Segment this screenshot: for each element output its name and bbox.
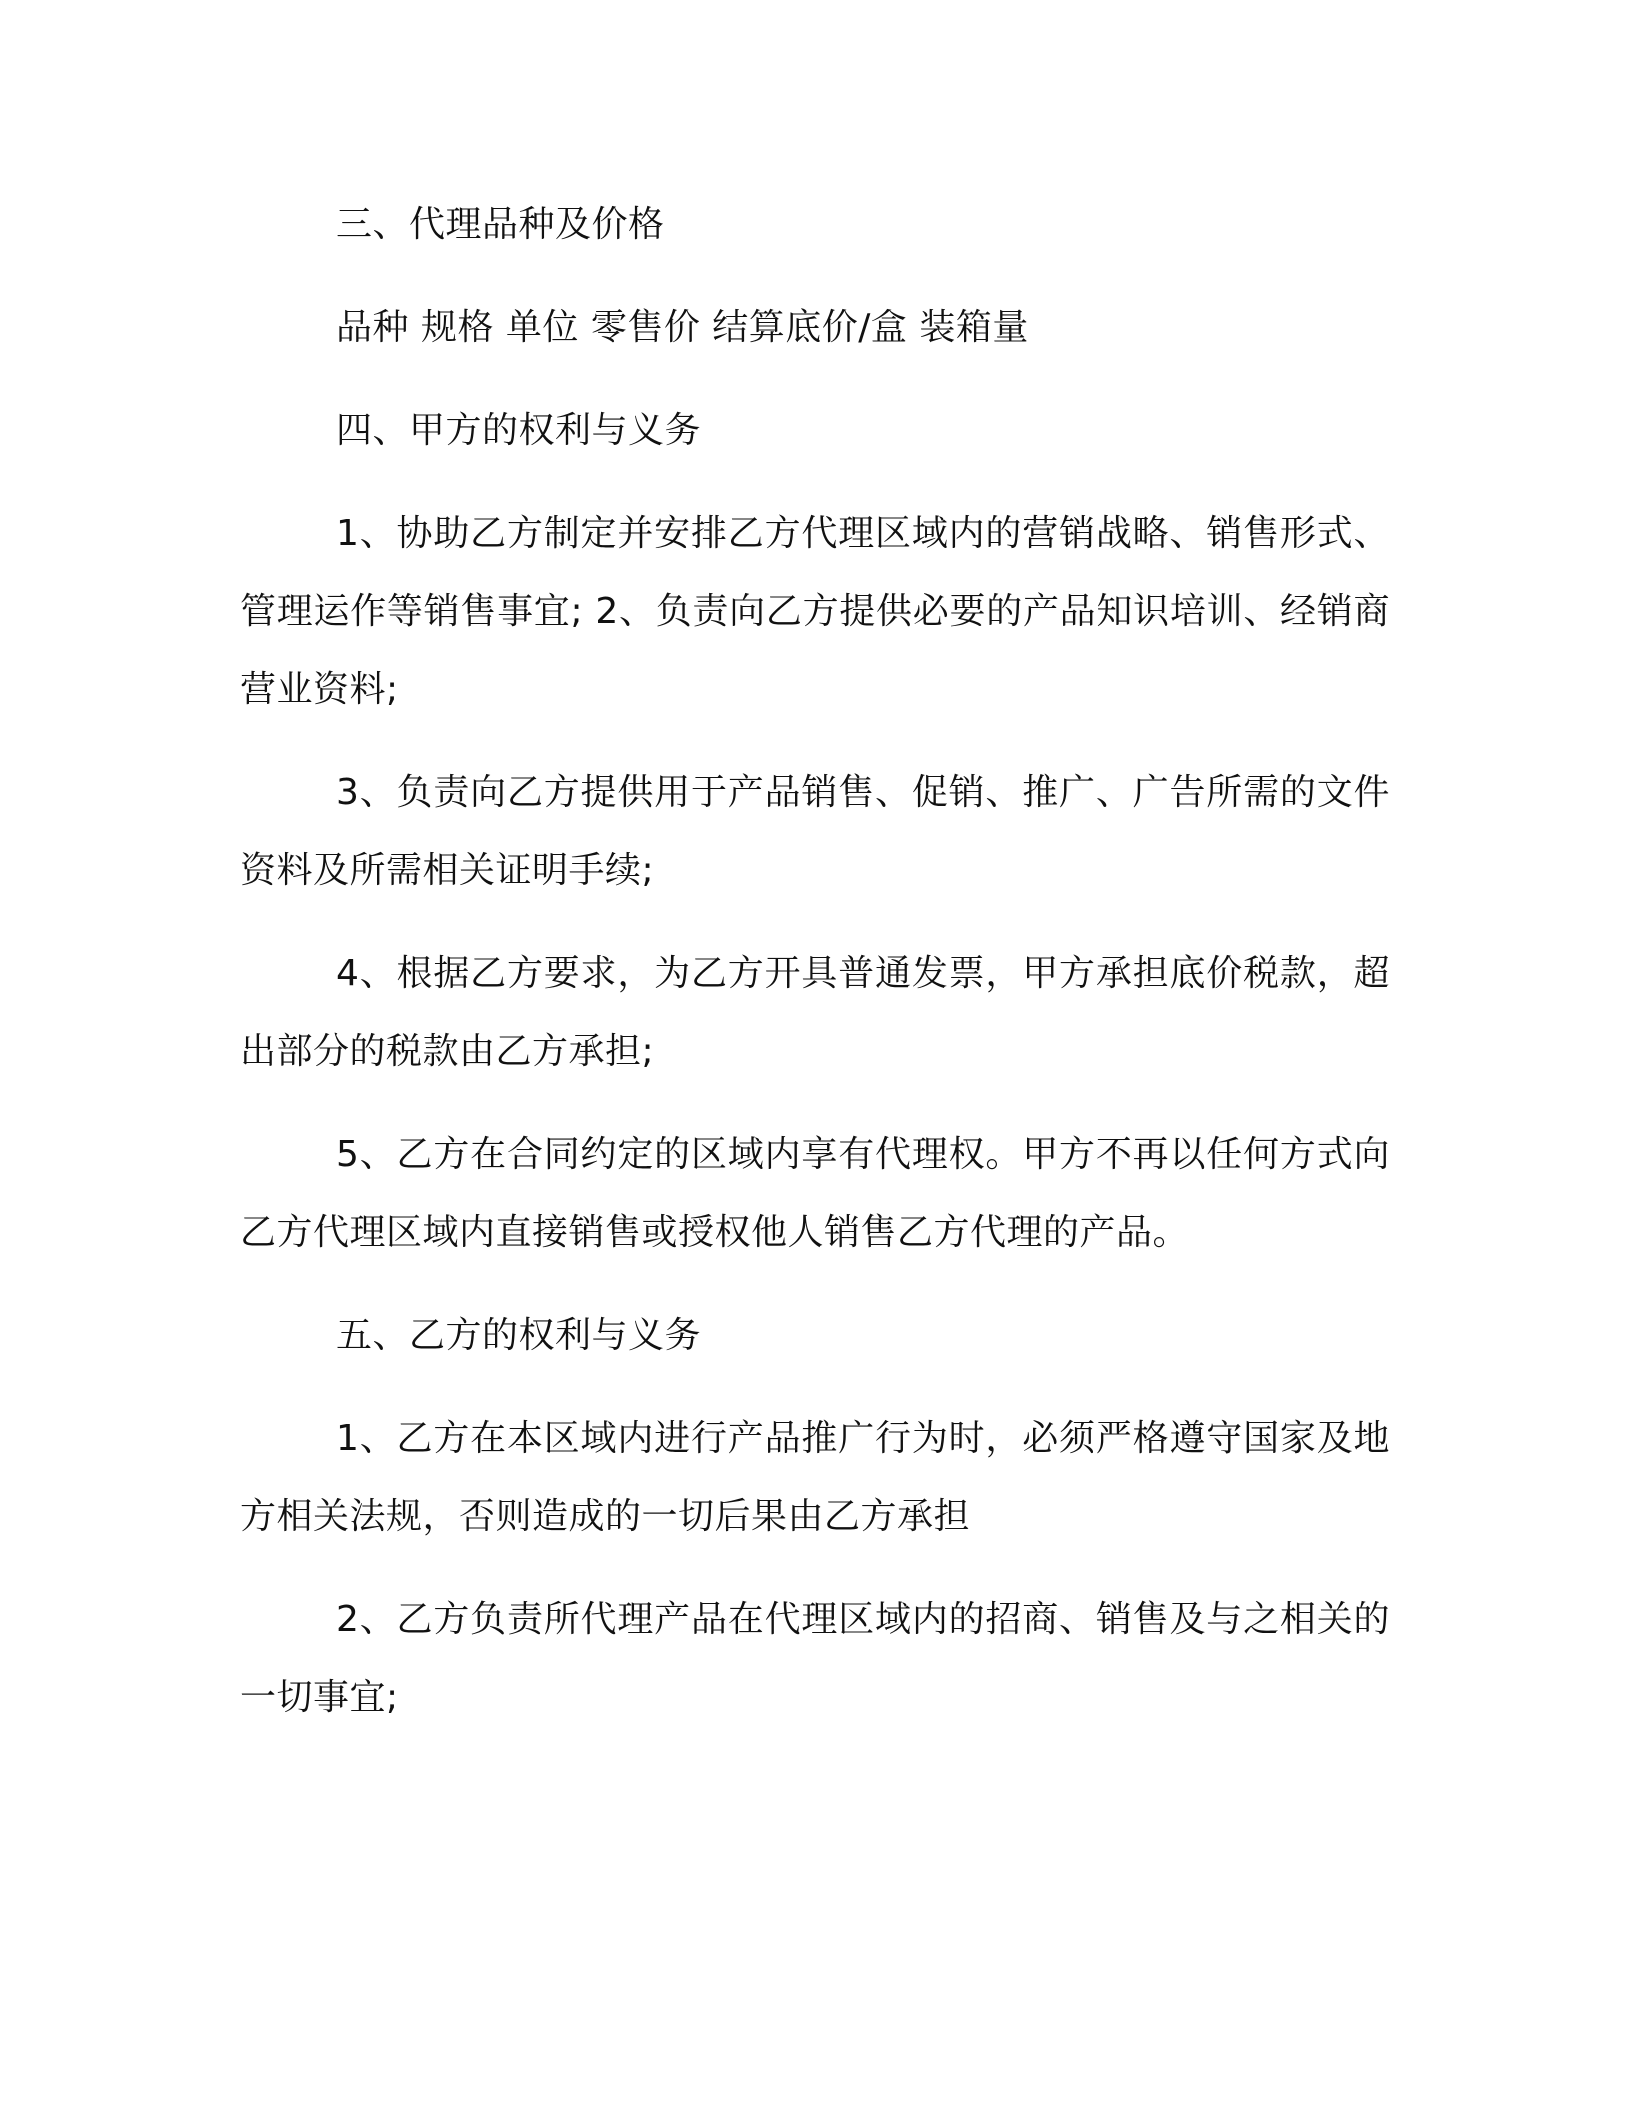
party-a-clause-4: 4、根据乙方要求，为乙方开具普通发票，甲方承担底价税款，超出部分的税款由乙方承担; xyxy=(240,953,1390,1072)
party-a-clause-1-2: 1、协助乙方制定并安排乙方代理区域内的营销战略、销售形式、管理运作等销售事宜; 2、负责向乙方提供必要的产品知识培训、经销商营业资料; xyxy=(240,513,1390,710)
section-heading-3: 三、代理品种及价格 xyxy=(336,204,665,245)
party-b-clause-2: 2、乙方负责所代理产品在代理区域内的招商、销售及与之相关的一切事宜; xyxy=(240,1599,1390,1718)
party-a-clause-5: 5、乙方在合同约定的区域内享有代理权。甲方不再以任何方式向乙方代理区域内直接销售或授权他人销售乙方代理的产品。 xyxy=(240,1134,1390,1253)
party-b-clause-1: 1、乙方在本区域内进行产品推广行为时，必须严格遵守国家及地方相关法规，否则造成的一切后果由乙方承担 xyxy=(240,1418,1390,1537)
section-heading-4: 四、甲方的权利与义务 xyxy=(336,410,702,451)
document-body xyxy=(240,186,1390,1762)
product-table-header-line: 品种 规格 单位 零售价 结算底价/盒 装箱量 xyxy=(336,307,1029,348)
party-a-clause-3: 3、负责向乙方提供用于产品销售、促销、推广、广告所需的文件资料及所需相关证明手续; xyxy=(240,772,1390,891)
section-heading-5: 五、乙方的权利与义务 xyxy=(336,1315,702,1356)
